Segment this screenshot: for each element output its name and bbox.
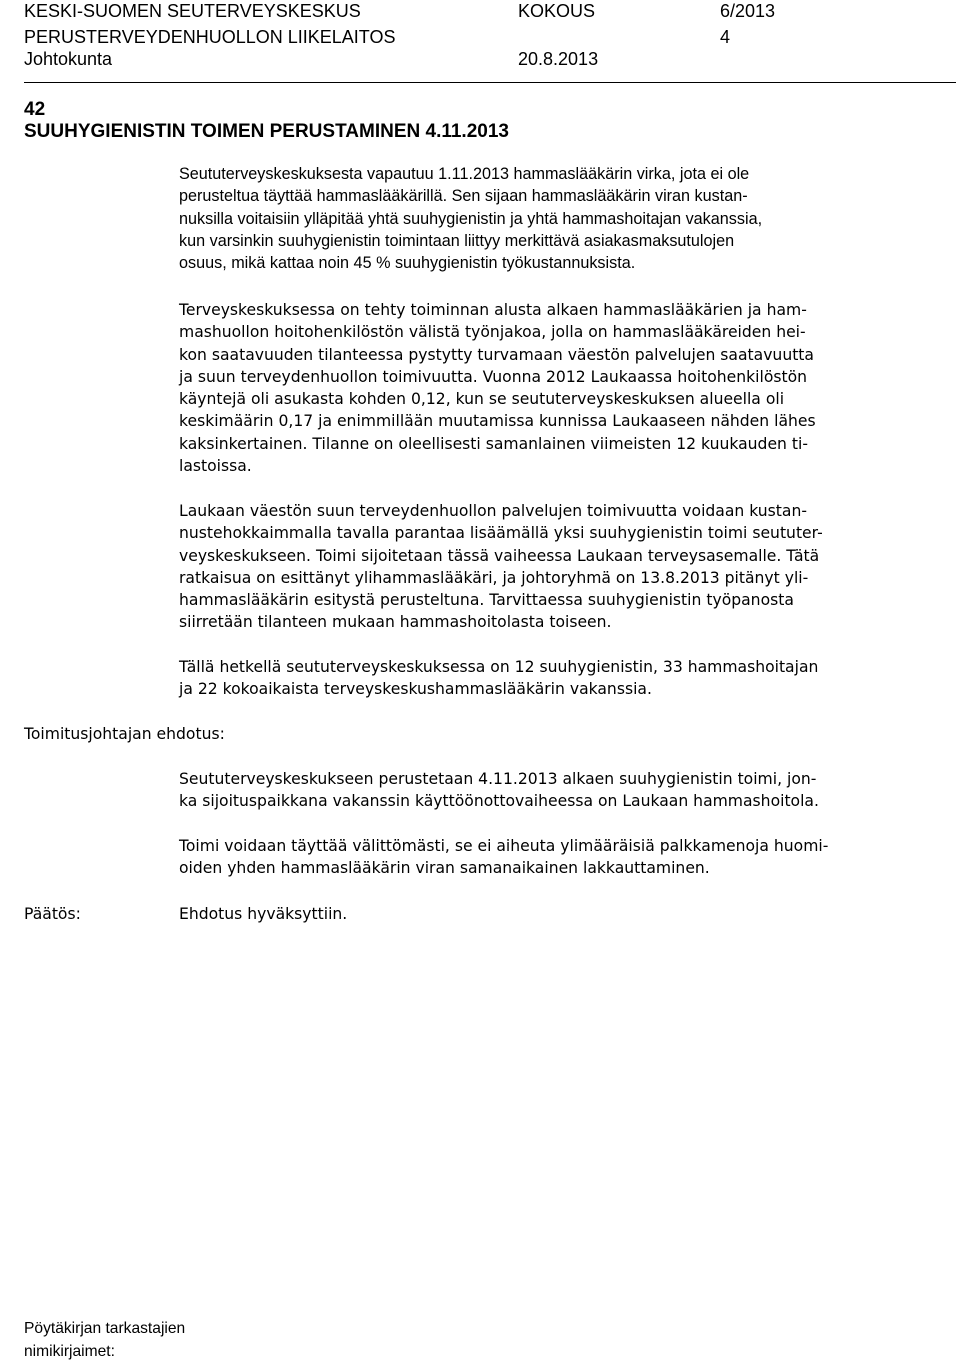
paragraph-line: Toimi voidaan täyttää välittömästi, se ei aiheuta ylimääräisiä palkkamenoja huomi- [179,837,829,855]
paragraph-line: veyskeskukseen. Toimi sijoitetaan tässä vaiheessa Laukaan terveysasemalle. Tätä [179,546,820,565]
paragraph-vacancy [179,163,762,274]
paragraph-line: siirretään tilanteen mukaan hammashoitolasta toiseen. [179,613,612,632]
paragraph-line: kun varsinkin suuhygienistin toimintaan liittyy merkittävä asiakasmaksutulojen [179,231,735,250]
header-body: Johtokunta [24,49,113,69]
paragraph-line: nuksilla voitaisiin ylläpitää yhtä suuhygienistin ja yhtä hammashoitajan vakanssia, [179,209,763,228]
paragraph-line: oiden yhden hammaslääkärin viran samanaikainen lakkauttaminen. [179,859,710,878]
paragraph-line: hammaslääkärin esitystä perusteltuna. Tarvittaessa suuhygienistin työpanosta [179,591,794,610]
paragraph-line: nustehokkaimmalla tavalla parantaa lisäämällä yksi suuhygienistin toimi seututer- [179,524,823,543]
header-divider [24,82,956,83]
paragraph-line: mashuollon hoitohenkilöstön välistä työnjakoa, jolla on hammaslääkäreiden hei- [179,323,806,342]
header-meeting-number: 6/2013 [720,1,776,21]
header-page-number: 4 [720,27,731,47]
paragraph-line: ja suun terveydenhuollon toimivuutta. Vuonna 2012 Laukaassa hoitohenkilöstön [179,367,808,386]
proposal-paragraph-filling [179,835,828,880]
paragraph-line: Tällä hetkellä seututerveyskeskuksessa on 12 suuhygienistin, 33 hammashoitajan [179,658,819,676]
paragraph-line: kon saatavuuden tilanteessa pystytty turvamaan väestön palvelujen saatavuutta [179,345,814,364]
paragraph-current-staffing [179,656,818,701]
header-org: KESKI-SUOMEN SEUTERVEYSKESKUS [24,1,361,21]
paragraph-line: Terveyskeskuksessa on tehty toiminnan alusta alkaen hammaslääkärien ja ham- [179,301,807,319]
paragraph-line: Seututerveyskeskukseen perustetaan 4.11.2013 alkaen suuhygienistin toimi, jon- [179,770,817,788]
header-unit: PERUSTERVEYDENHUOLLON LIIKELAITOS [24,27,396,47]
paragraph-line: perusteltua täyttää hammaslääkärillä. Sen sijaan hammaslääkärin viran kustan- [179,187,748,206]
proposal-label: Toimitusjohtajan ehdotus: [24,725,225,743]
paragraph-division-of-work [179,299,816,477]
decision-text: Ehdotus hyväksyttiin. [179,905,348,923]
footer-initials [24,1317,185,1363]
paragraph-line: ka sijoituspaikkana vakanssin käyttöönottovaiheessa on Laukaan hammashoitola. [179,792,819,811]
paragraph-line: kaksinkertainen. Tilanne on oleellisesti samanlainen viimeisten 12 kuukauden ti- [179,434,808,453]
paragraph-line: Seututerveyskeskuksesta vapautuu 1.11.2013 hammaslääkärin virka, jota ei ole [179,165,750,183]
paragraph-line: käyntejä oli asukasta kohden 0,12, kun se seututerveyskeskuksen alueella oli [179,390,785,409]
paragraph-line: osuus, mikä kattaa noin 45 % suuhygienistin työkustannuksista. [179,254,636,273]
footer-line: nimikirjaimet: [24,1343,115,1360]
header-date: 20.8.2013 [518,49,599,69]
header-meeting-label: KOKOUS [518,1,596,21]
footer-line: Pöytäkirjan tarkastajien [24,1320,186,1337]
paragraph-line: ratkaisua on esittänyt ylihammaslääkäri, ja johtoryhmä on 13.8.2013 pitänyt yli- [179,568,809,587]
paragraph-line: Laukaan väestön suun terveydenhuollon palvelujen toimivuutta voidaan kustan- [179,502,807,520]
paragraph-laukaa-services [179,500,823,634]
section-title: SUUHYGIENISTIN TOIMEN PERUSTAMINEN 4.11.2013 [24,121,509,142]
paragraph-line: lastoissa. [179,457,252,476]
proposal-paragraph-establish [179,768,819,813]
decision-label: Päätös: [24,905,81,923]
paragraph-line: ja 22 kokoaikaista terveyskeskushammaslääkärin vakanssia. [179,680,652,699]
section-number: 42 [24,99,46,120]
paragraph-line: keskimäärin 0,17 ja enimmillään muutamissa kunnissa Laukaaseen nähden lähes [179,412,816,431]
